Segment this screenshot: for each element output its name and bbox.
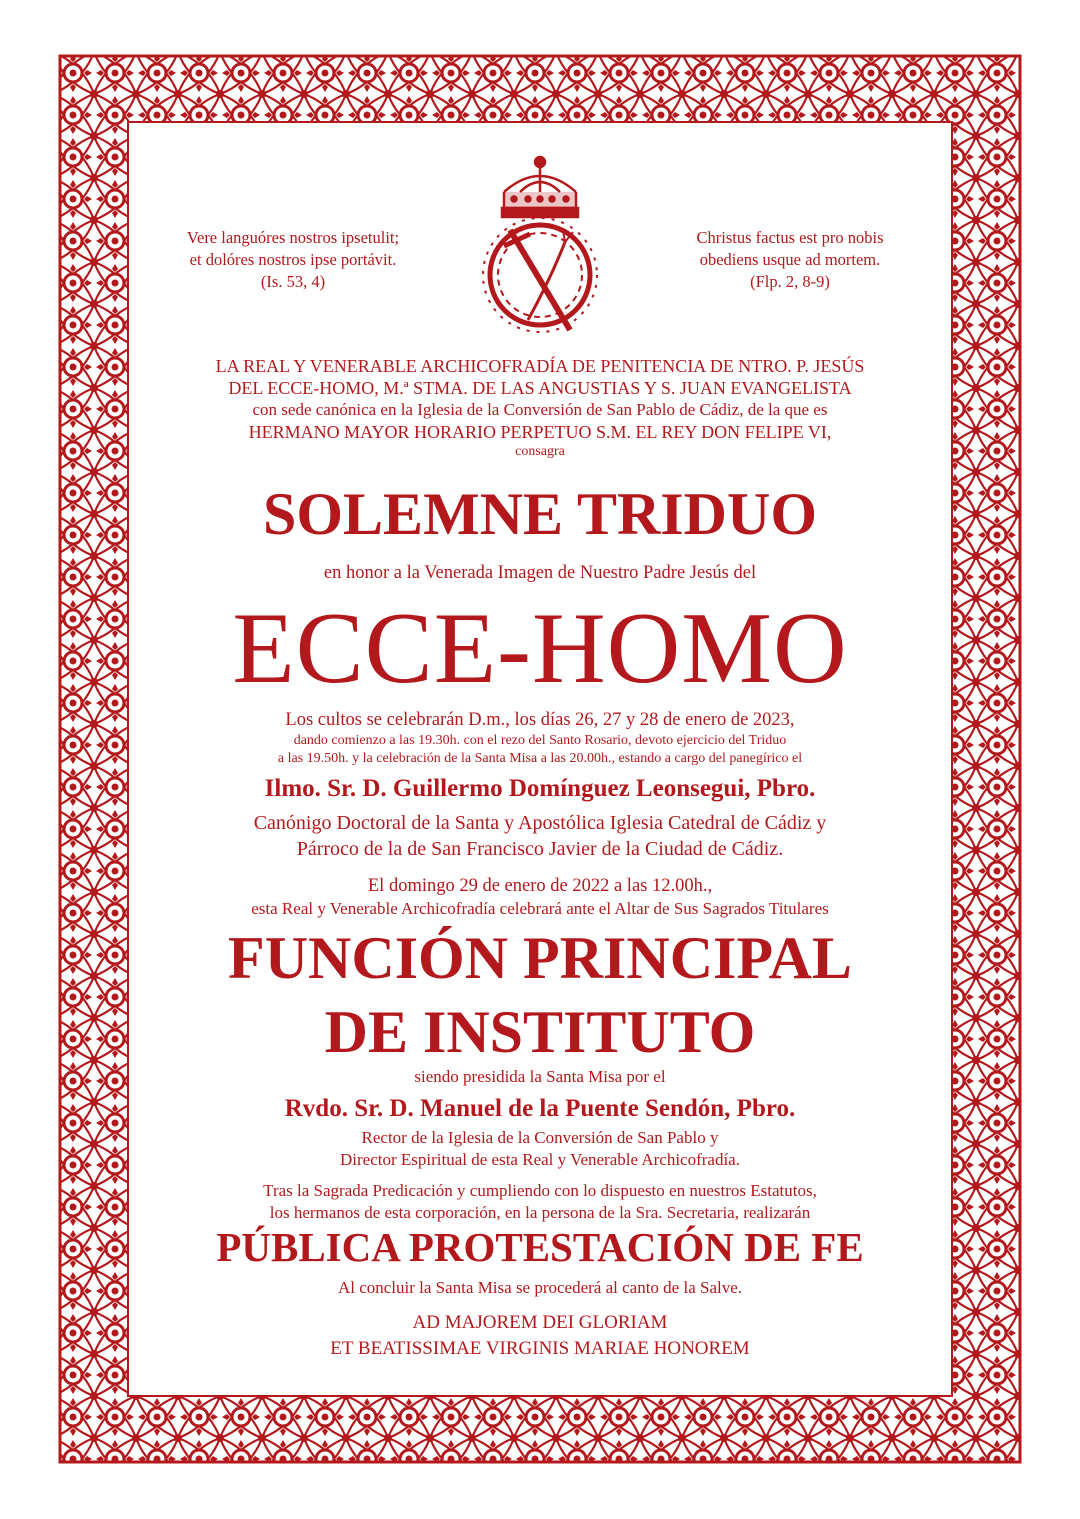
title-funcion-principal bbox=[0, 926, 1080, 1064]
funcion-line: FUNCIÓN PRINCIPAL bbox=[228, 925, 852, 991]
celebrant-roles bbox=[0, 1127, 1080, 1171]
title-protestacion: PÚBLICA PROTESTACIÓN DE FE bbox=[216, 1224, 864, 1270]
verse-right bbox=[640, 227, 940, 293]
celebrant-role: Director Espiritual de esta Real y Venerable Archicofradía. bbox=[340, 1150, 740, 1169]
sunday-line: esta Real y Venerable Archicofradía celebrará ante el Altar de Sus Sagrados Titulares bbox=[251, 899, 829, 918]
verse-left-line: et dolóres nostros ipse portávit. bbox=[189, 250, 397, 269]
sunday-block bbox=[0, 874, 1080, 920]
verse-right-citation: (Flp. 2, 8-9) bbox=[750, 272, 830, 291]
after-line: los hermanos de esta corporación, en la persona de la Sra. Secretaria, realizarán bbox=[269, 1203, 811, 1222]
verse-right-line: Christus factus est pro nobis bbox=[696, 228, 884, 247]
intro-line: LA REAL Y VENERABLE ARCHICOFRADÍA DE PENITENCIA DE NTRO. P. JESÚS bbox=[215, 356, 865, 376]
intro-block bbox=[0, 355, 1080, 461]
preacher-name: Ilmo. Sr. D. Guillermo Domínguez Leonsegui, Pbro. bbox=[264, 775, 816, 802]
salve-line: Al concluir la Santa Misa se procederá al canto de la Salve. bbox=[337, 1278, 743, 1297]
verse-left-line: Vere languóres nostros ipsetulit; bbox=[186, 228, 400, 247]
intro-line: con sede canónica en la Iglesia de la Conversión de San Pablo de Cádiz, de la que es bbox=[252, 400, 828, 419]
honor-line: en honor a la Venerada Imagen de Nuestro Padre Jesús del bbox=[323, 563, 757, 583]
cultos-line: dando comienzo a las 19.30h. con el rezo del Santo Rosario, devoto ejercicio del Triduo bbox=[293, 733, 787, 748]
verse-left bbox=[143, 227, 443, 293]
motto-line: AD MAJOREM DEI GLORIAM bbox=[412, 1312, 668, 1333]
crown-and-thorn-wreath-emblem bbox=[470, 150, 610, 345]
preacher-roles bbox=[0, 810, 1080, 862]
intro-line: HERMANO MAYOR HORARIO PERPETUO S.M. EL REY DON FELIPE VI, bbox=[248, 422, 832, 442]
celebrant-role: Rector de la Iglesia de la Conversión de San Pablo y bbox=[361, 1128, 719, 1147]
presided-line: siendo presidida la Santa Misa por el bbox=[414, 1067, 666, 1086]
motto-line: ET BEATISSIMAE VIRGINIS MARIAE HONOREM bbox=[330, 1338, 750, 1359]
verse-left-citation: (Is. 53, 4) bbox=[260, 272, 326, 291]
after-line: Tras la Sagrada Predicación y cumpliendo con lo dispuesto en nuestros Estatutos, bbox=[263, 1181, 817, 1200]
funcion-line: DE INSTITUTO bbox=[324, 999, 756, 1065]
title-triduo: SOLEMNE TRIDUO bbox=[262, 481, 817, 547]
sunday-line: El domingo 29 de enero de 2022 a las 12.00h., bbox=[367, 876, 713, 896]
intro-line: DEL ECCE-HOMO, M.ª STMA. DE LAS ANGUSTIAS Y S. JUAN EVANGELISTA bbox=[228, 378, 852, 398]
cultos-line: a las 19.50h. y la celebración de la Santa Misa a las 20.00h., estando a cargo del panegírico el bbox=[277, 751, 803, 766]
title-ecce-homo: ECCE-HOMO bbox=[232, 592, 848, 705]
verse-right-line: obediens usque ad mortem. bbox=[699, 250, 881, 269]
preacher-role: Canónigo Doctoral de la Santa y Apostólica Iglesia Catedral de Cádiz y bbox=[253, 812, 827, 834]
preacher-role: Párroco de la de San Francisco Javier de la Ciudad de Cádiz. bbox=[296, 838, 784, 860]
intro-consagra: consagra bbox=[515, 444, 565, 459]
cultos-block bbox=[0, 708, 1080, 768]
celebrant-name: Rvdo. Sr. D. Manuel de la Puente Sendón, Pbro. bbox=[284, 1095, 796, 1122]
motto-block bbox=[0, 1310, 1080, 1362]
cultos-line: Los cultos se celebrarán D.m., los días 26, 27 y 28 de enero de 2023, bbox=[285, 710, 795, 730]
after-block bbox=[0, 1180, 1080, 1224]
